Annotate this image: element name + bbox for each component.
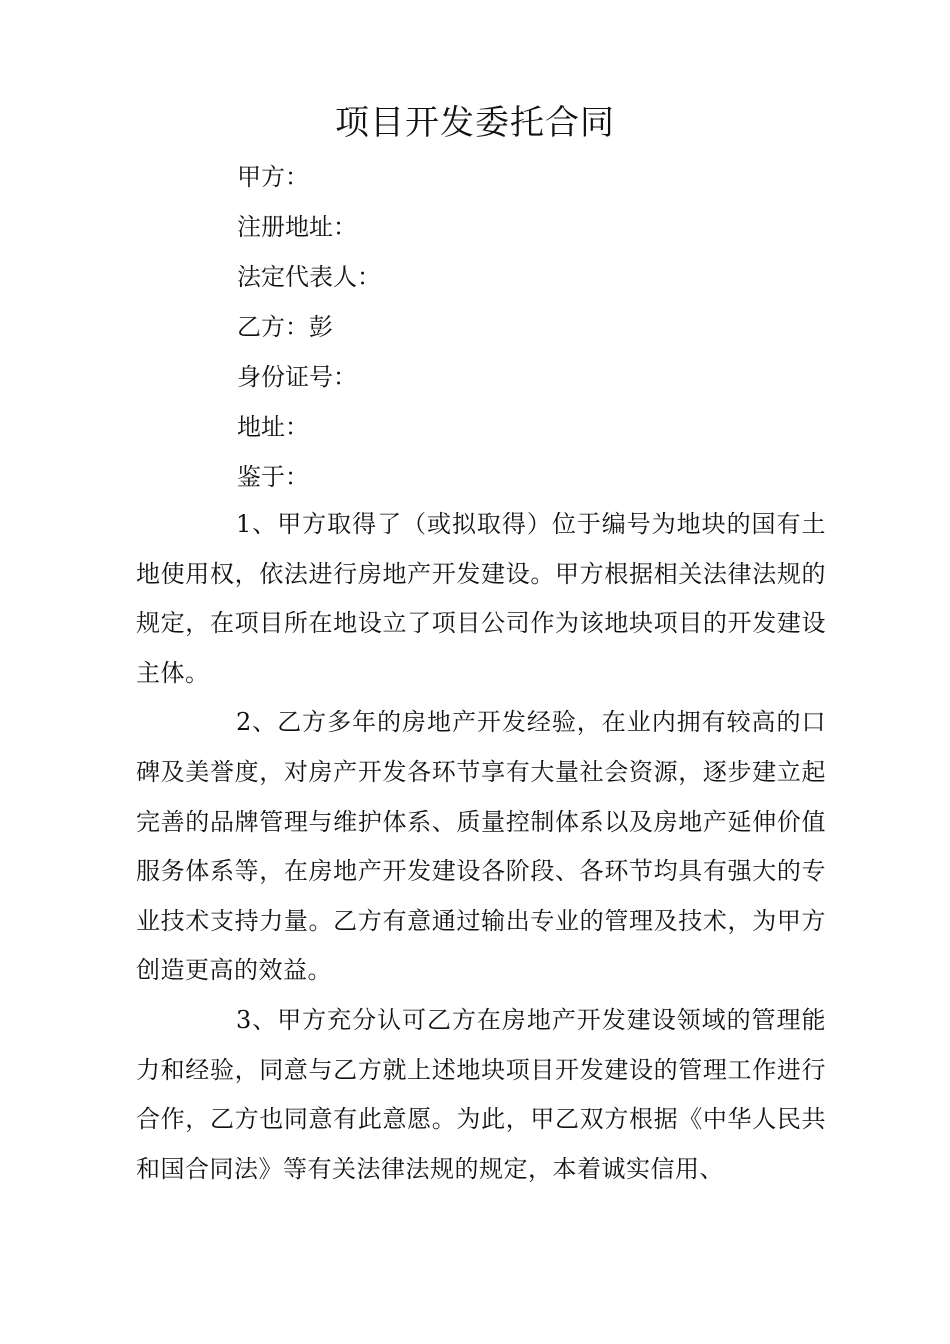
- registered-address-line: 注册地址：: [237, 213, 357, 241]
- party-b-line: 乙方：彭: [237, 313, 333, 341]
- recital-paragraph-3: 3、甲方充分认可乙方在房地产开发建设领域的管理能力和经验，同意与乙方就上述地块项目开发建设的管理工作进行合作，乙方也同意有此意愿。为此，甲乙双方根据《中华人民共和国合同法》等有关法律法规的规定，本着诚实信用、: [136, 1005, 826, 1183]
- id-number-line: 身份证号：: [237, 363, 357, 391]
- recital-paragraph-2: 2、乙方多年的房地产开发经验，在业内拥有较高的口碑及美誉度，对房产开发各环节享有大量社会资源，逐步建立起完善的品牌管理与维护体系、质量控制体系以及房地产延伸价值服务体系等，在房地产开发建设各阶段、各环节均具有强大的专业技术支持力量。乙方有意通过输出专业的管理及技术，为甲方创造更高的效益。: [136, 708, 826, 985]
- party-info-block: [237, 152, 837, 502]
- recitals-body: [136, 500, 826, 1194]
- document-title: 项目开发委托合同: [335, 103, 615, 143]
- party-a-line: 甲方：: [237, 163, 309, 191]
- legal-representative-line: 法定代表人：: [237, 263, 381, 291]
- address-line: 地址：: [237, 413, 309, 441]
- recital-paragraph-1: 1、甲方取得了（或拟取得）位于编号为地块的国有土地使用权，依法进行房地产开发建设。甲方根据相关法律法规的规定，在项目所在地设立了项目公司作为该地块项目的开发建设主体。: [136, 510, 826, 687]
- whereas-line: 鉴于：: [237, 463, 309, 491]
